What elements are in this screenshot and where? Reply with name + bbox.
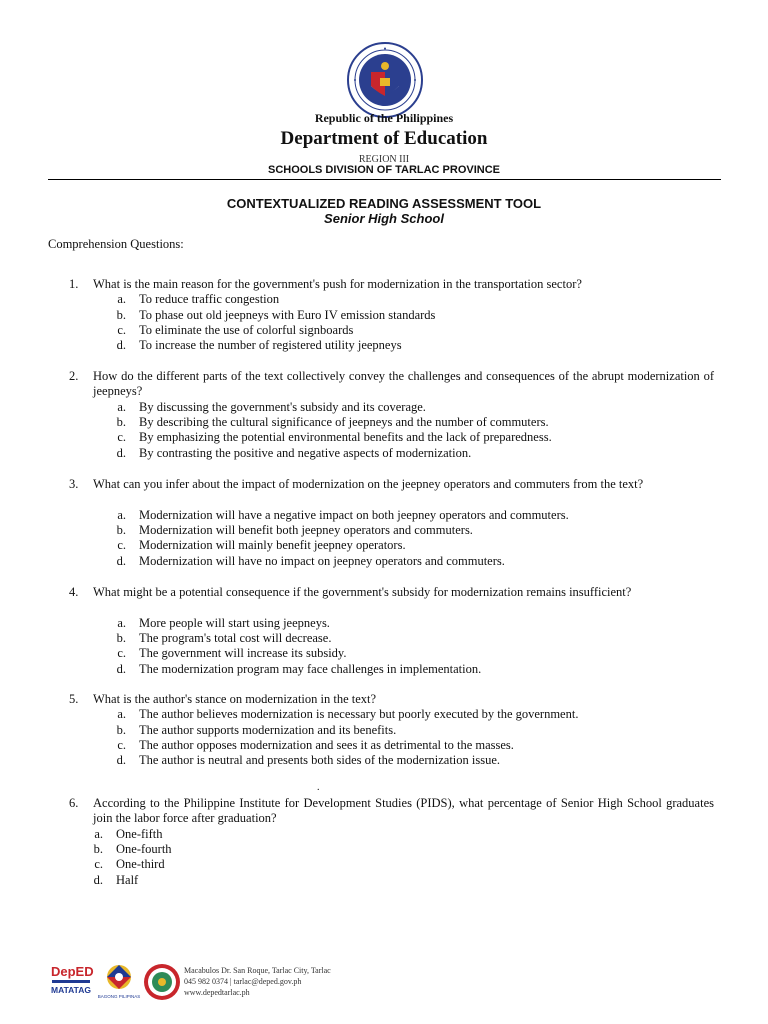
option-text: The author opposes modernization and sees it as detrimental to the masses. (139, 737, 514, 752)
footer-contact: 045 982 0374 | tarlac@deped.gov.ph (184, 977, 302, 986)
stray-mark: . (317, 782, 320, 793)
option-letter: d. (93, 872, 103, 887)
question-number: 3. (69, 477, 79, 491)
department-heading: Department of Education (280, 128, 488, 149)
answer-option (0, 873, 768, 888)
answer-option (0, 308, 768, 323)
option-text: By describing the cultural significance of jeepneys and the number of commuters. (139, 414, 549, 429)
answer-option (0, 446, 768, 461)
option-text: One-fourth (116, 841, 172, 856)
option-text: To eliminate the use of colorful signboards (139, 322, 354, 337)
question-number: 4. (69, 585, 79, 599)
answer-option (0, 707, 768, 722)
answer-option (0, 738, 768, 753)
answer-option (0, 508, 768, 523)
option-text: Modernization will have a negative impact on both jeepney operators and commuters. (139, 507, 569, 522)
question-stem: How do the different parts of the text collectively convey the challenges and consequences of the abrupt modernization of jeepneys? (93, 369, 714, 399)
republic-heading: Republic of the Philippines (314, 111, 454, 125)
option-text: Modernization will have no impact on jeepney operators and commuters. (139, 553, 505, 568)
option-letter: a. (117, 507, 126, 522)
option-letter: a. (117, 399, 126, 414)
section-intro: Comprehension Questions: (48, 237, 184, 251)
footer-website: www.depedtarlac.ph (184, 988, 250, 997)
option-text: The government will increase its subsidy. (139, 646, 347, 661)
option-letter: d. (116, 553, 126, 568)
option-letter: a. (117, 615, 126, 630)
option-letter: b. (116, 630, 126, 645)
option-text: The modernization program may face challenges in implementation. (139, 661, 482, 676)
option-letter: c. (117, 430, 126, 445)
document-subtitle: Senior High School (324, 211, 444, 226)
option-letter: d. (116, 661, 126, 676)
option-letter: b. (116, 722, 126, 737)
question-number: 2. (69, 369, 79, 383)
option-letter: b. (116, 414, 126, 429)
answer-option (0, 523, 768, 538)
option-text: By discussing the government's subsidy and its coverage. (139, 399, 426, 414)
answer-option (0, 323, 768, 338)
option-text: Half (116, 872, 139, 887)
option-text: Modernization will benefit both jeepney operators and commuters. (139, 522, 473, 537)
answer-option (0, 753, 768, 768)
option-text: More people will start using jeepneys. (139, 615, 330, 630)
question-stem: What can you infer about the impact of modernization on the jeepney operators and commuters from the text? (93, 477, 644, 491)
option-text: By contrasting the positive and negative aspects of modernization. (139, 445, 472, 460)
answer-option (0, 338, 768, 353)
option-letter: d. (116, 753, 126, 768)
option-text: Modernization will mainly benefit jeepney operators. (139, 538, 406, 553)
answer-option (0, 292, 768, 307)
answer-option (0, 430, 768, 445)
option-letter: c. (117, 737, 126, 752)
option-letter: b. (116, 307, 126, 322)
option-text: The author supports modernization and its benefits. (139, 722, 397, 737)
header-divider (48, 179, 721, 180)
question-stem: According to the Philippine Institute for Development Studies (PIDS), what percentage of Senior High School graduates join the labor force after graduation? (93, 796, 714, 826)
answer-option (0, 631, 768, 646)
document-title: CONTEXTUALIZED READING ASSESSMENT TOOL (226, 196, 542, 211)
option-text: The author believes modernization is necessary but poorly executed by the government. (139, 707, 579, 722)
option-letter: b. (93, 841, 103, 856)
option-letter: c. (117, 538, 126, 553)
division-label: SCHOOLS DIVISION OF TARLAC PROVINCE (267, 164, 501, 176)
option-text: To increase the number of registered utility jeepneys (139, 338, 402, 353)
answer-option (0, 646, 768, 661)
answer-option (0, 662, 768, 677)
question-number: 6. (69, 796, 79, 810)
question-stem: What is the author's stance on modernization in the text? (93, 692, 377, 706)
option-letter: a. (117, 707, 126, 722)
bagong-pilipinas-logo-icon (97, 962, 141, 1002)
sdo-tarlac-seal-icon (143, 962, 181, 1002)
option-text: By emphasizing the potential environmental benefits and the lack of preparedness. (139, 430, 552, 445)
answer-option (0, 554, 768, 569)
answer-option (0, 415, 768, 430)
deped-seal-icon (347, 42, 423, 118)
option-letter: d. (116, 445, 126, 460)
option-text: One-fifth (116, 826, 163, 841)
region-label: REGION III (358, 154, 410, 165)
option-text: The program's total cost will decrease. (139, 630, 332, 645)
answer-option (0, 827, 768, 842)
option-letter: b. (116, 522, 126, 537)
answer-option (0, 616, 768, 631)
question-stem: What is the main reason for the government's push for modernization in the transportation sector? (93, 277, 582, 291)
svg-text:MATATAG: MATATAG (51, 985, 91, 995)
option-letter: d. (116, 338, 126, 353)
answer-option (0, 400, 768, 415)
answer-option (0, 857, 768, 872)
option-letter: a. (94, 826, 103, 841)
option-letter: c. (117, 646, 126, 661)
option-text: To reduce traffic congestion (139, 292, 280, 307)
option-text: The author is neutral and presents both sides of the modernization issue. (139, 753, 501, 768)
option-text: One-third (116, 857, 165, 872)
option-letter: c. (117, 322, 126, 337)
answer-option (0, 723, 768, 738)
question-number: 5. (69, 692, 79, 706)
option-letter: c. (94, 857, 103, 872)
answer-option (0, 538, 768, 553)
question-stem: What might be a potential consequence if the government's subsidy for modernization remains insufficient? (93, 585, 632, 599)
question-number: 1. (69, 277, 79, 291)
svg-text:BAGONG PILIPINAS: BAGONG PILIPINAS (97, 994, 141, 999)
answer-option (0, 842, 768, 857)
svg-text:DepED: DepED (51, 964, 94, 979)
footer-address: Macabulos Dr. San Roque, Tarlac City, Tarlac (184, 966, 331, 975)
option-letter: a. (117, 292, 126, 307)
option-text: To phase out old jeepneys with Euro IV emission standards (139, 307, 436, 322)
deped-matatag-logo-icon (50, 961, 92, 1001)
